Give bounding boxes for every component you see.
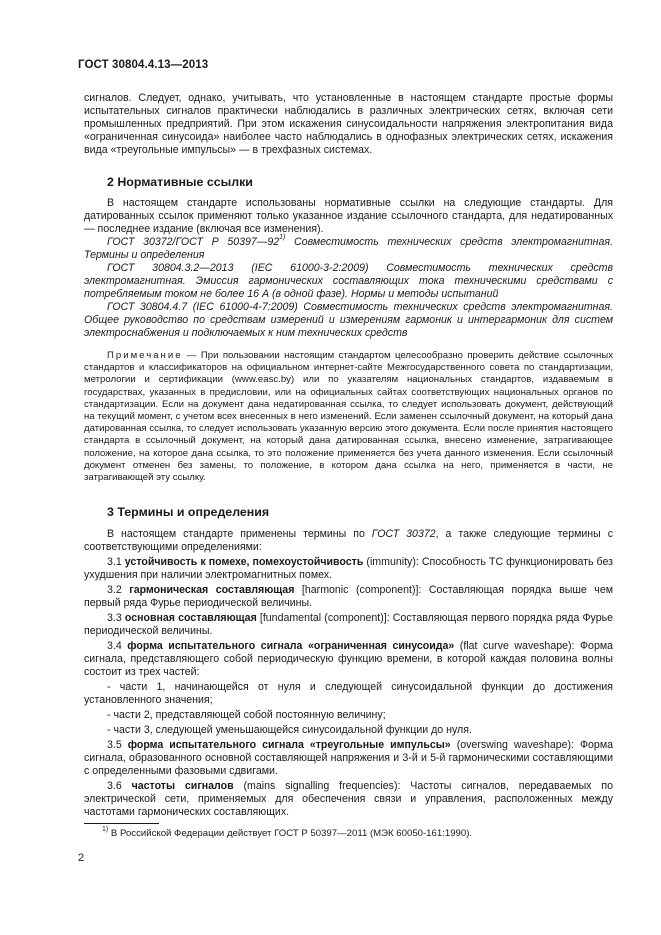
section-2-intro: В настоящем стандарте использованы нормативные ссылки на следующие стандарты. Для датированных ссылок применяют только указанное издание ссылочного стандарта, для недатированных — последнее издание (включая все изменения).: [84, 197, 613, 235]
term-name: устойчивость к помехе, помехоустойчивость: [124, 556, 364, 569]
footnote-mark: 1): [102, 825, 109, 833]
page-content: [84, 92, 613, 819]
section-3-heading: 3 Термины и определения: [107, 505, 270, 520]
term-3-6: 3.6 частоты сигналов (mains signalling frequencies): Частоты сигналов, передаваемых по электрической сети, применяемых для обеспечения связи и управления, расположенных между частотами гармонических составляющих.: [84, 780, 613, 819]
term-name: частоты сигналов: [131, 780, 234, 793]
list-item: - части 1, начинающейся от нуля и следующей синусоидальной функции до достижения установленного значения;: [84, 681, 613, 707]
section-2-heading: 2 Нормативные ссылки: [107, 175, 253, 189]
reference-title: Совместимость технических средств электромагнитная. Термины и определения: [84, 236, 613, 261]
term-3-5: 3.5 форма испытательного сигнала «треугольные импульсы» (overswing waveshape): Форма сигнала, образованного основной составляющей напряжения и 3-й и 5-й гармоническими составляющими с определенными фазовыми сдвигами.: [84, 739, 613, 778]
reference-gost-30804-4-7: ГОСТ 30804.4.7 (IEC 61000-4-7:2009) Совместимость технических средств электромагнитная. Общее руководство по средствам измерений и измерениям гармоник и интергармоник для систем электроснабжения и подключаемых к ним технических средств: [84, 301, 613, 339]
term-3-1: 3.1 устойчивость к помехе, помехоустойчивость (immunity): Способность ТС функционировать без ухудшения при наличии электромагнитных помех.: [84, 556, 614, 582]
term-3-3: 3.3 основная составляющая [fundamental (component)]: Составляющая первого порядка ряда Фурье периодической величины.: [84, 612, 614, 638]
intro-paragraph: сигналов. Следует, однако, учитывать, что установленные в настоящем стандарте простые формы испытательных сигналов практически наблюдались в различных электрических сетях, включая сети промышленных предприятий. При этом искажения синусоидальности напряжения электропитания вида «ограниченная синусоида» наиболее часто наблюдались в однофазных электрических сетях, искажения вида «треугольные импульсы» — в трехфазных системах.: [84, 92, 613, 156]
list-item: - части 2, представляющей собой постоянную величину;: [107, 709, 386, 722]
footnote-divider: [84, 823, 159, 824]
footnote-text: В Российской Федерации действует ГОСТ Р 50397—2011 (МЭК 60050-161:1990).: [108, 828, 473, 839]
term-name: основная составляющая: [124, 612, 257, 625]
reference-gost-30804-3-2: ГОСТ 30804.3.2—2013 (IEC 61000-3-2:2009) Совместимость технических средств электромагнитная. Эмиссия гармонических составляющих тока техническими средствами с потребляемым током не более 16 А (в одной фазе). Нормы и методы испытаний: [84, 262, 613, 300]
term-name: форма испытательного сигнала «ограниченная синусоида»: [127, 640, 455, 653]
term-name: гармоническая составляющая: [129, 584, 295, 597]
footnote: [102, 825, 473, 839]
term-3-4: 3.4 форма испытательного сигнала «ограниченная синусоида» (flat curve waveshape): Форма сигнала, представляющего собой периодическую функцию времени, в которой каждая половина волны состоит из трех частей:: [84, 640, 614, 679]
reference-gost-30372: [84, 236, 613, 262]
note-label: Примечание: [107, 350, 183, 361]
list-item: - части 3, следующей уменьшающейся синусоидальной функции до нуля.: [107, 724, 472, 737]
note-paragraph: [84, 350, 613, 484]
page-number: 2: [78, 852, 85, 864]
document-code-header: ГОСТ 30804.4.13—2013: [78, 59, 209, 71]
footnote-mark: 1): [279, 234, 286, 242]
section-3-intro: В настоящем стандарте применены термины по ГОСТ 30372, а также следующие термины с соответствующими определениями:: [84, 528, 613, 554]
note-text: — При пользовании настоящим стандартом целесообразно проверить действие ссылочных стандартов и классификаторов на официальном интернет-сайте Межгосударственного совета по стандартизации, метрологии и сертификации (www.easc.by) или по указателям национальных стандартов, издаваемым в государствах, указанных в предисловии, или на официальных сайтах соответствующих национальных органов по стандартизации. Если на документ дана недатированная ссылка, то следует использовать документ, действующий на текущий момент, с учетом всех внесенных в него изменений. Если заменен ссылочный документ, на который дана датированная ссылка, то следует использовать указанную версию этого документа. Если после принятия настоящего стандарта в ссылочный документ, на который дана датированная ссылка, внесено изменение, затрагивающее положение, на которое дана ссылка, то это положение применяется без учета данного изменения. Если ссылочный документ отменен без замены, то положение, в котором дана ссылка на него, применяется в части, не затрагивающей эту ссылку.: [84, 350, 613, 484]
term-3-2: 3.2 гармоническая составляющая [harmonic (component)]: Составляющая порядка выше чем первый ряда Фурье периодической величины.: [84, 584, 614, 610]
gost-30372-reference: ГОСТ 30372: [371, 528, 436, 541]
term-name: форма испытательного сигнала «треугольные импульсы»: [127, 739, 451, 752]
reference-code: ГОСТ 30372/ГОСТ Р 50397—92: [107, 236, 280, 248]
